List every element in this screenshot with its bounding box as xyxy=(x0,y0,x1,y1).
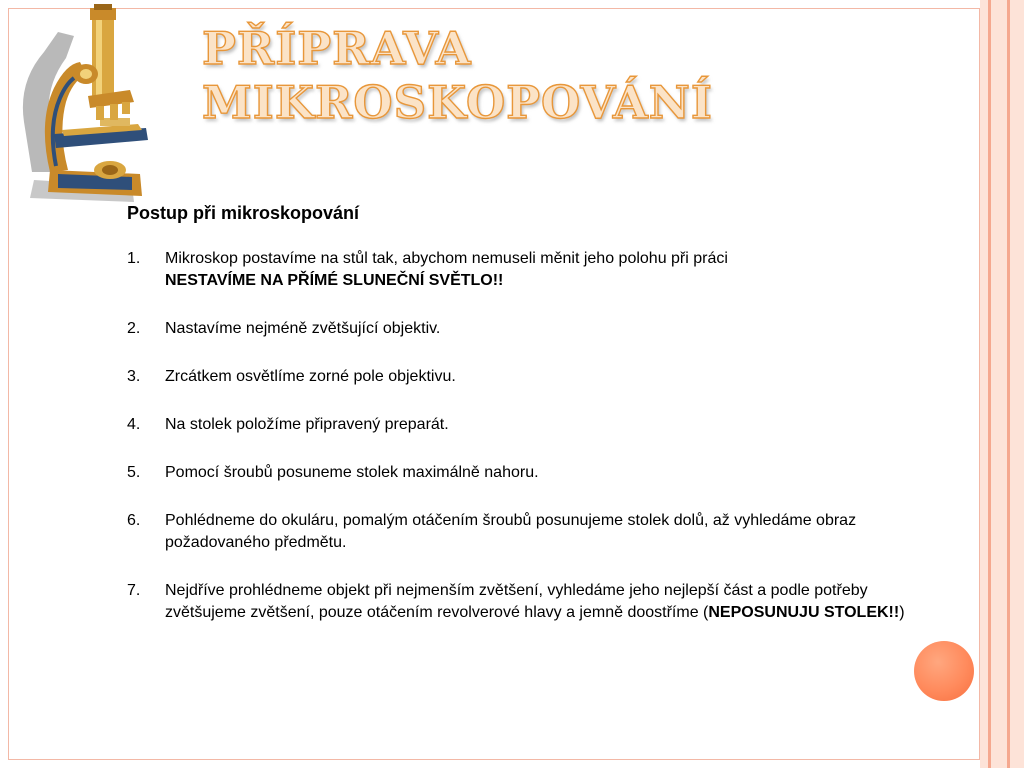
list-item xyxy=(127,318,927,340)
section-heading: Postup při mikroskopování xyxy=(127,203,360,223)
slide-title xyxy=(202,22,822,130)
step-text: Nastavíme nejméně zvětšující objektiv. xyxy=(165,320,441,337)
step-text: Zrcátkem osvětlíme zorné pole objektivu. xyxy=(165,368,456,385)
step-text: Nejdříve prohlédneme objekt při nejmenším zvětšení, vyhledáme jeho nejlepší část a podle potřeby zvětšujeme zvětšení, pouze otáčením revolverové hlavy a jemně doostříme ( xyxy=(165,582,868,621)
list-item xyxy=(127,580,927,624)
list-item xyxy=(127,462,927,484)
microscope-icon xyxy=(14,2,154,206)
decorative-stripes xyxy=(980,0,1024,768)
title-line-1: PŘÍPRAVA xyxy=(202,22,472,75)
steps-list xyxy=(127,248,927,624)
step-warning: NESTAVÍME NA PŘÍMÉ SLUNEČNÍ SVĚTLO!! xyxy=(165,272,504,289)
step-text: Na stolek položíme připravený preparát. xyxy=(165,416,449,433)
step-number: 1. xyxy=(127,250,141,267)
step-number: 2. xyxy=(127,320,141,337)
step-number: 6. xyxy=(127,512,141,529)
step-number: 5. xyxy=(127,464,141,481)
list-item xyxy=(127,248,927,292)
step-text: Mikroskop postavíme na stůl tak, abychom nemuseli měnit jeho polohu při práci xyxy=(165,250,728,267)
slide-content xyxy=(127,202,927,650)
decorative-circle xyxy=(914,641,974,701)
step-number: 4. xyxy=(127,416,141,433)
step-text-end: ) xyxy=(899,604,905,621)
step-warning: NEPOSUNUJU STOLEK!! xyxy=(708,604,900,621)
step-number: 7. xyxy=(127,582,141,599)
title-line-2: MIKROSKOPOVÁNÍ xyxy=(202,76,713,129)
list-item xyxy=(127,510,927,554)
step-text: Pomocí šroubů posuneme stolek maximálně nahoru. xyxy=(165,464,539,481)
step-number: 3. xyxy=(127,368,141,385)
list-item xyxy=(127,366,927,388)
step-text: Pohlédneme do okuláru, pomalým otáčením šroubů posunujeme stolek dolů, až vyhledáme obraz požadovaného předmětu. xyxy=(165,512,857,551)
list-item xyxy=(127,414,927,436)
